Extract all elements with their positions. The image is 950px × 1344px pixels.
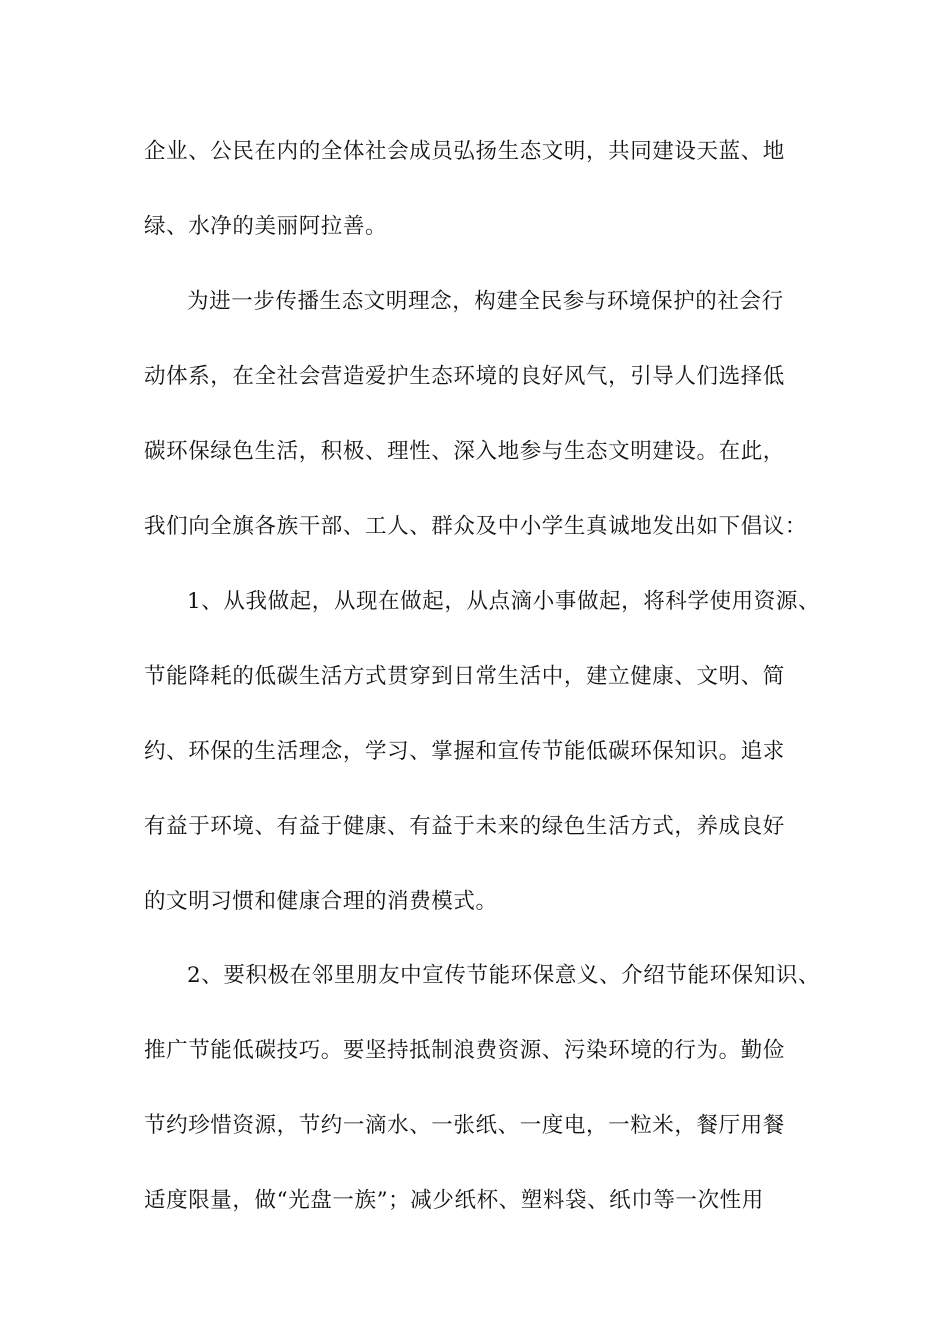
paragraph-start-line: 2、要积极在邻里朋友中宣传节能环保意义、介绍节能环保知识、	[187, 963, 821, 988]
text-line: 的文明习惯和健康合理的消费模式。	[144, 889, 498, 914]
text-line: 碳环保绿色生活，积极、理性、深入地参与生态文明建设。在此，	[144, 439, 785, 464]
text-line: 节约珍惜资源，节约一滴水、一张纸、一度电，一粒米，餐厅用餐	[144, 1113, 785, 1138]
text-line: 绿、水净的美丽阿拉善。	[144, 214, 388, 239]
paragraph-start-line: 1、从我做起，从现在做起，从点滴小事做起，将科学使用资源、	[187, 589, 821, 614]
text-line: 有益于环境、有益于健康、有益于未来的绿色生活方式，养成良好	[144, 814, 785, 839]
text-line: 企业、公民在内的全体社会成员弘扬生态文明，共同建设天蓝、地	[144, 139, 785, 164]
text-line: 节能降耗的低碳生活方式贯穿到日常生活中，建立健康、文明、简	[144, 664, 785, 689]
text-line: 推广节能低碳技巧。要坚持抵制浪费资源、污染环境的行为。勤俭	[144, 1038, 785, 1063]
text-line: 适度限量，做“光盘一族”；减少纸杯、塑料袋、纸巾等一次性用	[144, 1188, 764, 1213]
text-line: 我们向全旗各族干部、工人、群众及中小学生真诚地发出如下倡议：	[144, 514, 808, 539]
text-line: 动体系，在全社会营造爱护生态环境的良好风气，引导人们选择低	[144, 364, 785, 389]
paragraph-start-line: 为进一步传播生态文明理念，构建全民参与环境保护的社会行	[187, 289, 784, 314]
text-line: 约、环保的生活理念，学习、掌握和宣传节能低碳环保知识。追求	[144, 739, 785, 764]
